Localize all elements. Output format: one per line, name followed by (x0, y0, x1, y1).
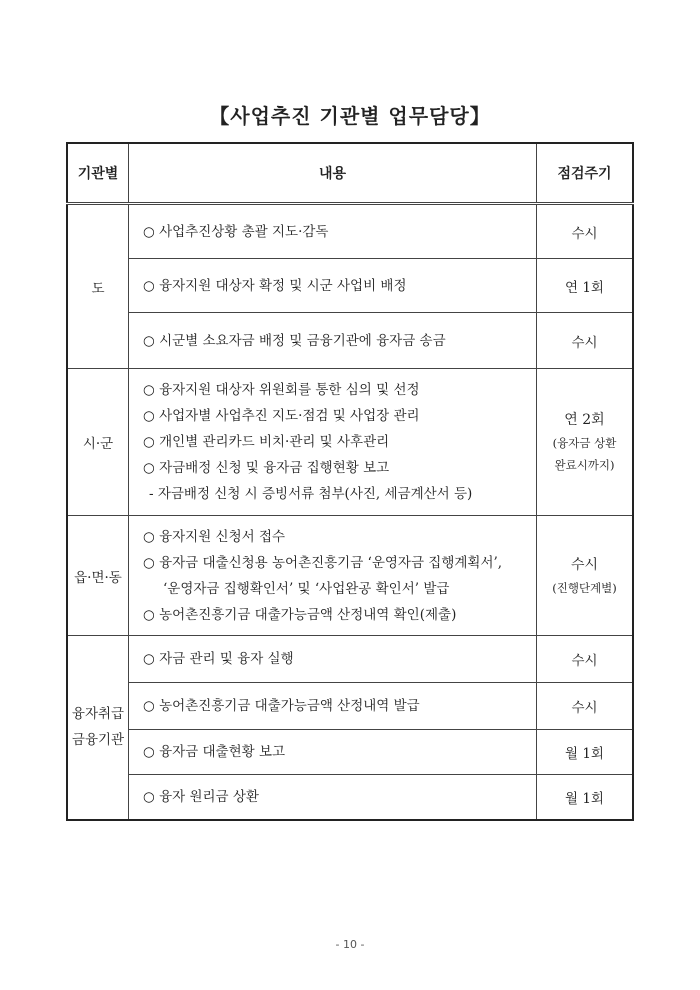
table-row (67, 369, 633, 516)
cycle-cell: 수시 (537, 204, 634, 259)
cycle-cell: 연 1회 (537, 259, 634, 313)
table-row (67, 516, 633, 636)
cycle-cell: 월 1회 (537, 775, 634, 820)
table-row (67, 259, 633, 313)
org-cell-sigun: 시·군 (67, 369, 129, 516)
table-row (67, 775, 633, 820)
header-content: 내용 (129, 143, 537, 204)
cycle-cell: 수시 (537, 313, 634, 369)
responsibility-table (66, 142, 634, 821)
content-cell: ○ 융자지원 신청서 접수 ○ 융자금 대출신청용 농어촌진흥기금 ‘운영자금 집행계획서’, ‘운영자금 집행확인서’ 및 ‘사업완공 확인서’ 발급 ○ 농어촌진흥기금 대출가능금액 산정내역 확인(제출) (129, 516, 537, 636)
page-title: 【사업추진 기관별 업무담당】 (209, 104, 491, 128)
content-cell: ○ 융자 원리금 상환 (129, 775, 537, 820)
table-row (67, 204, 633, 259)
cycle-cell: 수시 (진행단계별) (537, 516, 634, 636)
table-row (67, 636, 633, 683)
content-cell: ○ 융자금 대출현황 보고 (129, 730, 537, 775)
header-org: 기관별 (67, 143, 129, 204)
content-cell: ○ 융자지원 대상자 위원회를 통한 심의 및 선정 ○ 사업자별 사업추진 지도·점검 및 사업장 관리 ○ 개인별 관리카드 비치·관리 및 사후관리 ○ 자금배정 신청 및 융자금 집행현황 보고 - 자금배정 신청 시 증빙서류 첨부(사진, 세금계산서 등) (129, 369, 537, 516)
table-row (67, 730, 633, 775)
content-cell: ○ 시군별 소요자금 배정 및 금융기관에 융자금 송금 (129, 313, 537, 369)
org-cell-do: 도 (67, 204, 129, 369)
content-cell: ○ 사업추진상황 총괄 지도·감독 (129, 204, 537, 259)
org-cell-eupmyeondong: 읍·면·동 (67, 516, 129, 636)
content-cell: ○ 자금 관리 및 융자 실행 (129, 636, 537, 683)
cycle-cell: 수시 (537, 636, 634, 683)
content-cell: ○ 융자지원 대상자 확정 및 시군 사업비 배정 (129, 259, 537, 313)
org-cell-bank: 융자취급 금융기관 (67, 636, 129, 820)
table-header-row (67, 143, 633, 204)
page-number: - 10 - (335, 938, 365, 951)
table-row (67, 313, 633, 369)
content-cell: ○ 농어촌진흥기금 대출가능금액 산정내역 발급 (129, 683, 537, 730)
cycle-cell: 연 2회 (융자금 상환 완료시까지) (537, 369, 634, 516)
table-row (67, 683, 633, 730)
header-cycle: 점검주기 (537, 143, 634, 204)
cycle-cell: 수시 (537, 683, 634, 730)
cycle-cell: 월 1회 (537, 730, 634, 775)
